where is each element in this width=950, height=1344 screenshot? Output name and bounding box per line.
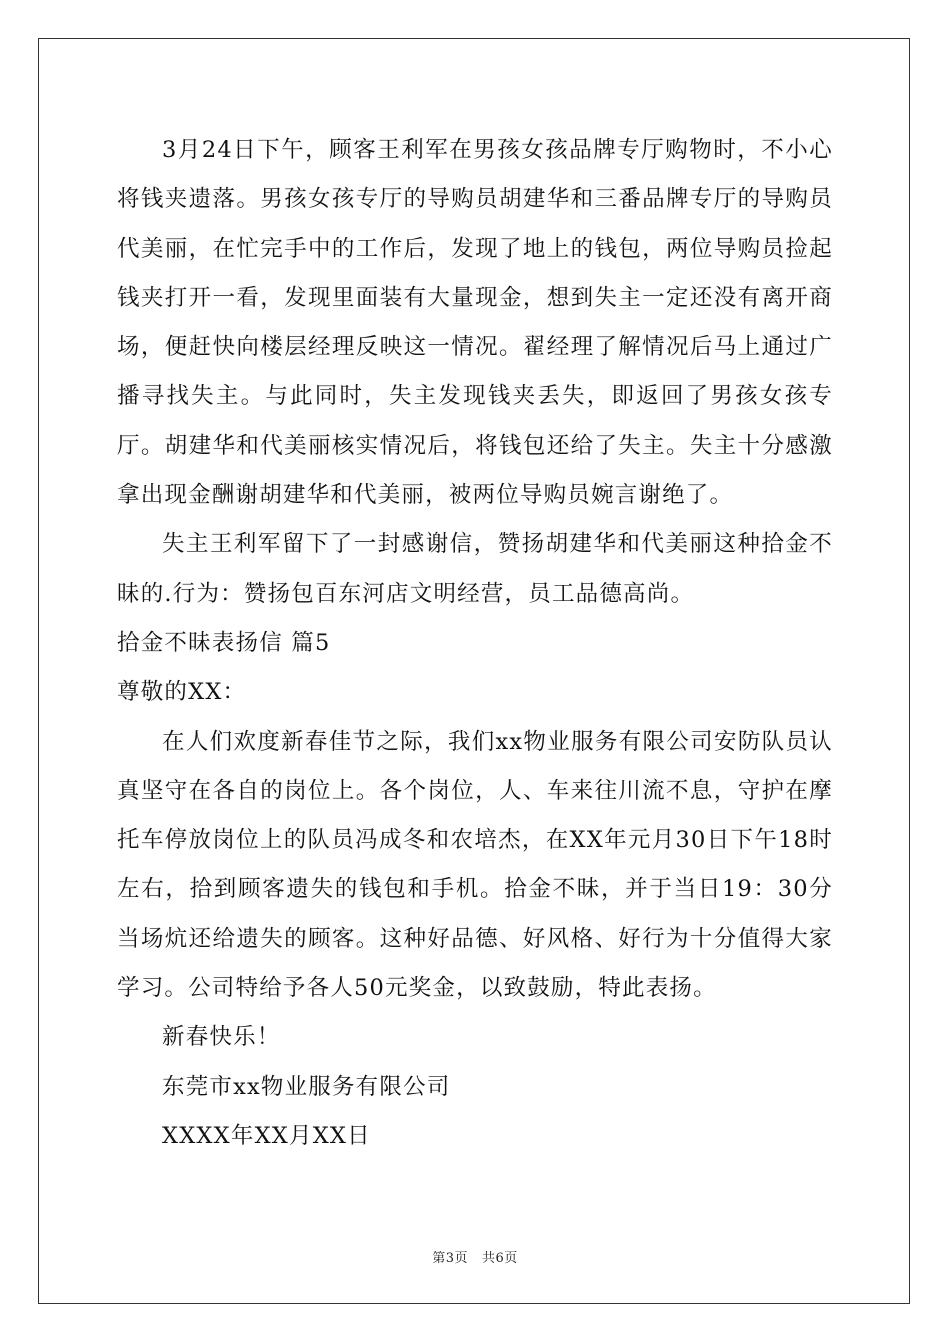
- page-footer: [0, 1247, 950, 1266]
- paragraph-commendation: 在人们欢度新春佳节之际，我们xx物业服务有限公司安防队员认真坚守在各自的岗位上。各个岗位，人、车来往川流不息，守护在摩托车停放岗位上的队员冯成冬和农培杰，在XX年元月30日下午18时左右，拾到顾客遗失的钱包和手机。拾金不昧，并于当日19：30分当场炕还给遗失的顾客。这种好品德、好风格、好行为十分值得大家学习。公司特给予各人50元奖金，以致鼓励，特此表扬。: [117, 728, 833, 1002]
- signature-date: XXXX年XX月XX日: [162, 1122, 371, 1149]
- paragraph-lost-wallet-story: 3月24日下午，顾客王利军在男孩女孩品牌专厅购物时，不小心将钱夹遗落。男孩女孩专厅的导购员胡建华和三番品牌专厅的导购员代美丽，在忙完手中的工作后，发现了地上的钱包，两位导购员捡起钱夹打开一看，发现里面装有大量现金，想到失主一定还没有离开商场，便赶快向楼层经理反映这一情况。翟经理了解情况后马上通过广播寻找失主。与此同时，失主发现钱夹丢失，即返回了男孩女孩专厅。胡建华和代美丽核实情况后，将钱包还给了失主。失主十分感激拿出现金酬谢胡建华和代美丽，被两位导购员婉言谢绝了。: [117, 137, 833, 509]
- paragraph-thank-you-letter: 失主王利军留下了一封感谢信，赞扬胡建华和代美丽这种拾金不昧的.行为：赞扬包百东河店文明经营，员工品德高尚。: [117, 531, 833, 607]
- signature-company: 东莞市xx物业服务有限公司: [162, 1073, 451, 1100]
- section-heading: 拾金不昧表扬信 篇5: [117, 629, 331, 656]
- page-number: 第3页: [432, 1251, 469, 1266]
- closing-greeting: 新春快乐！: [162, 1024, 281, 1051]
- document-body: [117, 126, 833, 1161]
- salutation: 尊敬的XX：: [117, 679, 247, 706]
- page-total: 共6页: [481, 1251, 518, 1266]
